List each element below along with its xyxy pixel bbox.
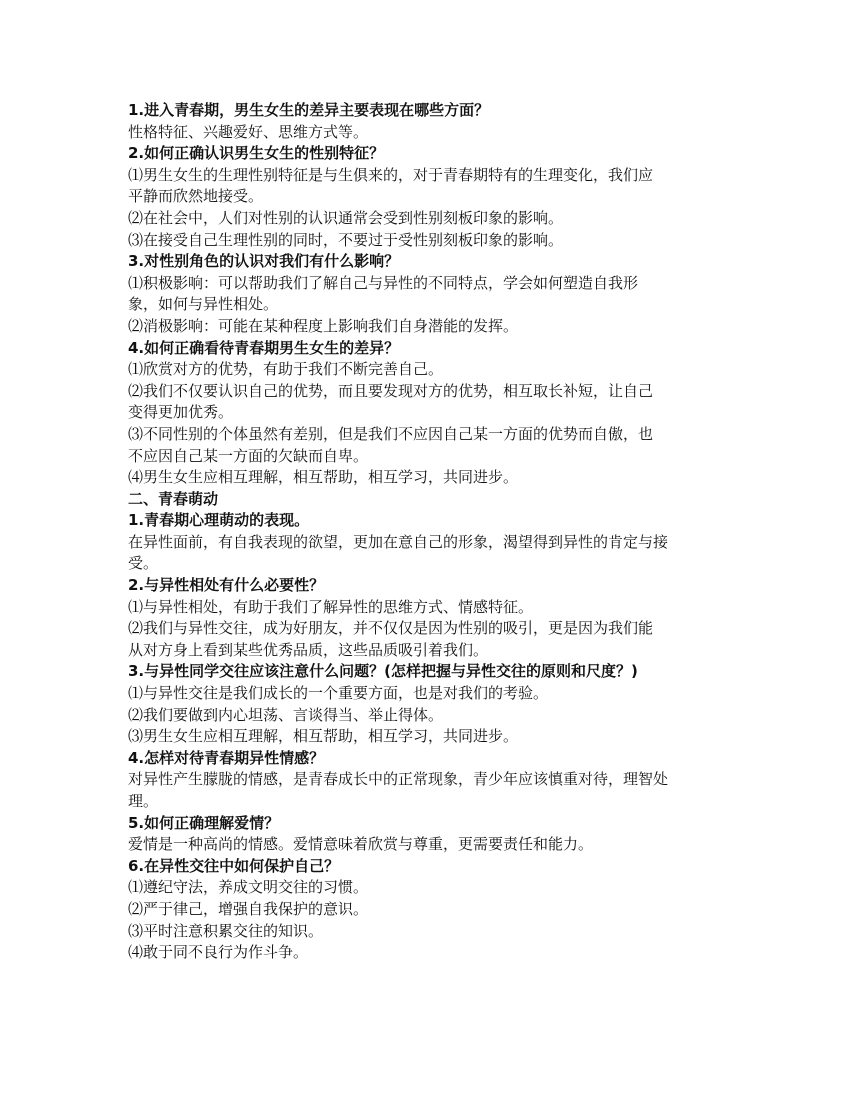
answer-text: ⑵消极影响：可能在某种程度上影响我们自身潜能的发挥。 (128, 316, 519, 335)
answer-text: ⑶平时注意积累交往的知识。 (128, 921, 324, 940)
answer-text: 从对方身上看到某些优秀品质，这些品质吸引着我们。 (128, 640, 489, 659)
answer-text: ⑵我们与异性交往，成为好朋友，并不仅仅是因为性别的吸引，更是因为我们能 (128, 619, 654, 638)
answer-text: 性格特征、兴趣爱好、思维方式等。 (128, 122, 369, 141)
answer-text: ⑴与异性相处，有助于我们了解异性的思维方式、情感特征。 (128, 597, 534, 616)
answer-text: 爱情是一种高尚的情感。爱情意味着欣赏与尊重，更需要责任和能力。 (128, 835, 594, 854)
answer-text: ⑴遵纪守法，养成文明交往的习惯。 (128, 878, 369, 897)
question-heading: 1.青春期心理萌动的表现。 (128, 511, 310, 530)
answer-text: 不应因自己某一方面的欠缺而自卑。 (128, 446, 369, 465)
answer-text: 象，如何与异性相处。 (128, 295, 279, 314)
answer-text: ⑵我们要做到内心坦荡、言谈得当、举止得体。 (128, 705, 444, 724)
answer-text: ⑶男生女生应相互理解，相互帮助，相互学习，共同进步。 (128, 727, 519, 746)
question-heading: 3.对性别角色的认识对我们有什么影响？ (128, 252, 400, 271)
question-heading: 6.在异性交往中如何保护自己？ (128, 856, 340, 875)
answer-text: ⑶不同性别的个体虽然有差别，但是我们不应因自己某一方面的优势而自傲，也 (128, 424, 654, 443)
question-heading: 4.如何正确看待青春期男生女生的差异？ (128, 338, 400, 357)
question-heading: 5.如何正确理解爱情？ (128, 813, 280, 832)
answer-text: 受。 (128, 554, 159, 573)
answer-text: 在异性面前，有自我表现的欲望，更加在意自己的形象，渴望得到异性的肯定与接 (128, 532, 669, 551)
answer-text: ⑴欣赏对方的优势，有助于我们不断完善自己。 (128, 360, 444, 379)
answer-text: ⑷敢于同不良行为作斗争。 (128, 943, 309, 962)
answer-text: ⑷男生女生应相互理解，相互帮助，相互学习，共同进步。 (128, 468, 519, 487)
question-heading: 4.怎样对待青春期异性情感？ (128, 748, 325, 767)
answer-text: ⑵在社会中，人们对性别的认识通常会受到性别刻板印象的影响。 (128, 208, 564, 227)
answer-text: 平静而欣然地接受。 (128, 187, 264, 206)
answer-text: ⑵我们不仅要认识自己的优势，而且要发现对方的优势，相互取长补短，让自己 (128, 381, 654, 400)
question-heading: 3.与异性同学交往应该注意什么问题？(怎样把握与异性交往的原则和尺度？) (128, 662, 638, 681)
document-body (128, 100, 740, 964)
answer-text: ⑴与异性交往是我们成长的一个重要方面，也是对我们的考验。 (128, 684, 549, 703)
answer-text: 对异性产生朦胧的情感，是青春成长中的正常现象，青少年应该慎重对待，理智处 (128, 770, 669, 789)
answer-text: ⑴男生女生的生理性别特征是与生俱来的，对于青春期特有的生理变化，我们应 (128, 165, 654, 184)
question-heading: 2.如何正确认识男生女生的性别特征？ (128, 144, 385, 163)
answer-text: ⑵严于律己，增强自我保护的意识。 (128, 899, 369, 918)
question-heading: 1.进入青春期，男生女生的差异主要表现在哪些方面？ (128, 101, 490, 119)
answer-text: ⑶在接受自己生理性别的同时，不要过于受性别刻板印象的影响。 (128, 230, 564, 249)
section-heading: 二、青春萌动 (128, 489, 219, 508)
question-heading: 2.与异性相处有什么必要性？ (128, 576, 325, 595)
answer-text: ⑴积极影响：可以帮助我们了解自己与异性的不同特点，学会如何塑造自我形 (128, 273, 639, 292)
answer-text: 变得更加优秀。 (128, 403, 234, 422)
answer-text: 理。 (128, 792, 159, 810)
